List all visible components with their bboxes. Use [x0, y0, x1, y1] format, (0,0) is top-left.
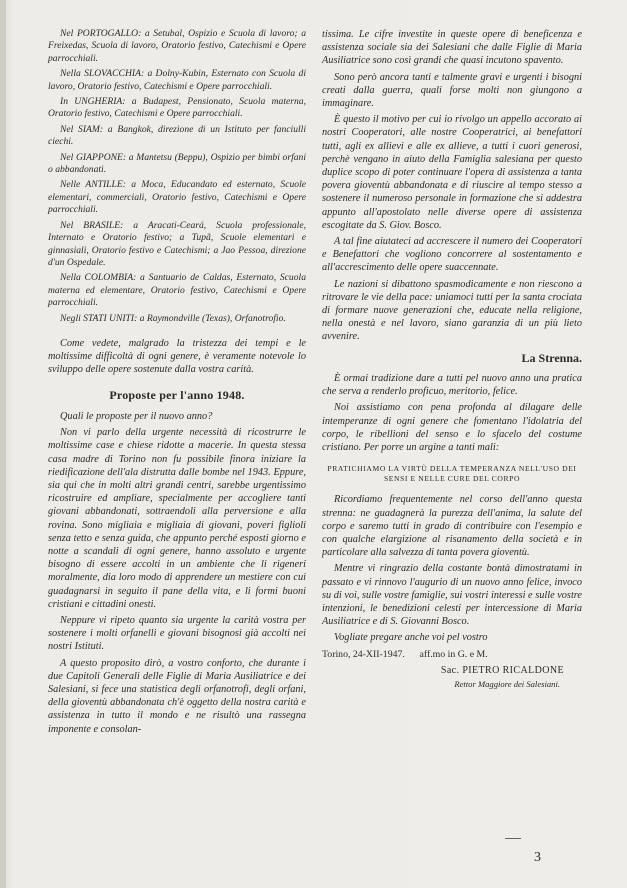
paragraph: A questo proposito dirò, a vostro conforto, che durante i due Capitoli Generali delle Figlie di Maria Ausiliatrice e dei Salesiani, si fece una statistica degli orfanotrofi, degli orfani, della gioventù abbandonata ch'è oggetto della nostra carità e assistenza in tutto il mondo e ne risultò una rassegna imponente e consolan-: [48, 657, 306, 735]
paragraph: Nella SLOVACCHIA: a Dolny-Kubin, Esternato con Scuola di lavoro, Oratorio festivo, Catechismi e Opere parrocchiali.: [48, 68, 306, 92]
signature-title: Rettor Maggiore dei Salesiani.: [454, 679, 560, 690]
section-heading: La Strenna.: [521, 350, 582, 365]
dateline: Torino, 24-XII-1947. aff.mo in G. e M.: [322, 648, 488, 660]
right-column: [322, 28, 582, 691]
paragraph: Non vi parlo della urgente necessità di ricostrurre le moltissime case e chiese ridotte a macerie. In questa stessa casa madre di Torino non fu possibile finora iniziare la riedificazione dell'ala distrutta dalle bombe nel 1943. Eppure, sia qui che in molti altri grandi centri, sarebbe urgentissimo ricostruire ed ampliare, specialmente per accogliere tanti giovani abbandonati, sottraendoli alla perversione e alla rovina. Sono migliaia e migliaia di giovani, poveri figlioli senza tetto e senza guida, che appunto perché esposti giorno e notte a scandali di ogni genere, hanno assoluto e urgente bisogno di essere accolti in un ambiente che li rigeneri moralmente, dia loro modo di apprendere un mestiere con cui guadagnarsi in seguito il pane della vita, e li formi buoni cristiani e cittadini onesti.: [48, 427, 306, 610]
signature: Sac. PIETRO RICALDONE: [440, 664, 564, 676]
paragraph: Vogliate pregare anche voi pel vostro: [334, 632, 488, 644]
paragraph: Nella COLOMBIA: a Santuario de Caldas, Esternato, Scuola materna ed elementare, Oratorio festivo, Catechismi e Opere parrocchiali.: [48, 272, 306, 309]
page-edge-shadow: [0, 0, 6, 888]
paragraph: Mentre vi ringrazio della costante bontà dimostratami in passato e vi rinnovo l'augurio di un nuovo anno felice, invoco su di voi, sulle vostre famiglie, sui vostri interessi e sulle vostre intenzioni, le benedizioni celesti per intercessione di Maria Ausiliatrice e di S. Giovanni Bosco.: [322, 563, 582, 628]
section-heading: Proposte per l'anno 1948.: [109, 387, 245, 402]
paragraph: Nel BRASILE: a Aracati-Ceará, Scuola professionale, Internato e Oratorio festivo; a Tupã, Scuole elementari e ginnasiali, Oratorio festivo e Catechismi; a Jao Pessoa, direzione d'un Ospedale.: [48, 219, 306, 268]
paragraph: È ormai tradizione dare a tutti pel nuovo anno una pratica che serva a renderlo proficuo, meritorio, felice.: [322, 373, 582, 398]
left-column: [48, 28, 306, 739]
paragraph: Come vedete, malgrado la tristezza dei tempi e le moltissime difficoltà di ogni genere, è veramente notevole lo sviluppo delle opere sostenute dalla vostra carità.: [48, 337, 306, 376]
paragraph: Neppure vi ripeto quanto sia urgente la carità vostra per sostenere i molti orfanelli e giovani bisognosi già accolti nei nostri Istituti.: [48, 615, 306, 653]
paragraph: Ricordiamo frequentemente nel corso dell'anno questa strenna: ne guadagnerà la purezza dell'anima, la salute del corpo e saremo tutti in grado di contribuire con l'esempio e con qualche elargizione al risanamento della società e in particolare alla salvezza di tanta povera gioventù.: [322, 494, 582, 559]
paragraph: In UNGHERIA: a Budapest, Pensionato, Scuola materna, Oratorio festivo, Catechismi e Opere parrocchiali.: [48, 96, 306, 120]
paragraph: Nel SIAM: a Bangkok, direzione di un Istituto per fanciulli ciechi.: [48, 123, 306, 148]
page-number: 3: [534, 850, 541, 865]
paragraph: Negli STATI UNITI: a Raymondville (Texas), Orfanotrofio.: [60, 312, 286, 324]
paragraph: tissima. Le cifre investite in queste opere di beneficenza e assistenza sociale sia dei Salesiani che dalle Figlie di Maria Ausiliatrice sono così grandi che quasi incutono spavento.: [322, 29, 582, 67]
paragraph: Quali le proposte per il nuovo anno?: [60, 410, 213, 422]
paragraph: Sono però ancora tanti e talmente gravi e urgenti i bisogni creati dalla guerra, quali forse molti non giungono a immaginare.: [322, 71, 582, 110]
paragraph: Nelle ANTILLE: a Moca, Educandato ed esternato, Scuole elementari, commerciali, Oratorio festivo, Catechismi e Opere parrocchiali.: [48, 179, 306, 216]
strenna-motto: PRATICHIAMO LA VIRTÙ DELLA TEMPERANZA NELL'USO DEI SENSI E NELLE CURE DEL CORPO: [327, 464, 577, 484]
paragraph: Le nazioni si dibattono spasmodicamente e non riescono a ritrovare le vie della pace: uniamoci tutti per la santa crociata di formare nuove generazioni che, educate nella religione, nella onestà e nel lavoro, siano garanzia di un più lieto avvenire.: [322, 278, 582, 343]
paragraph: Nel GIAPPONE: a Mantetsu (Beppu), Ospizio per bimbi orfani o abbandonati.: [48, 151, 306, 176]
paragraph: A tal fine aiutateci ad accrescere il numero dei Cooperatori e Benefattori che vogliono concorrere al sostentamento e all'accrescimento delle opere suaccennate.: [322, 236, 582, 274]
paragraph: È questo il motivo per cui io rivolgo un appello accorato ai nostri Cooperatori, alle nostre Cooperatrici, ai benefattori tutti, agli ex allievi e alle ex allieve, a tutti i cuori generosi, perchè vengano in aiuto della Famiglia salesiana per questo duplice scopo di poter continuare l'opera di assistenza a tanta povera gioventù abbandonata e di riuscire al tempo stesso a sostenere il numeroso personale in formazione che si addestra appunto all'apostolato nelle diverse opere di assistenza escogitate da S. Giov. Bosco.: [322, 114, 582, 231]
paragraph: Noi assistiamo con pena profonda al dilagare delle intemperanze di ogni genere che fomentano l'idolatria del corpo, le ribellioni del senso e lo sfacelo del costume cristiano. Per porre un argine a tanti mali:: [322, 402, 582, 454]
page-mark: [505, 838, 521, 839]
paragraph: Nel PORTOGALLO: a Setubal, Ospizio e Scuola di lavoro; a Freixedas, Scuola di lavoro, Oratorio festivo, Catechismi e Opere parrocchiali.: [48, 28, 306, 64]
